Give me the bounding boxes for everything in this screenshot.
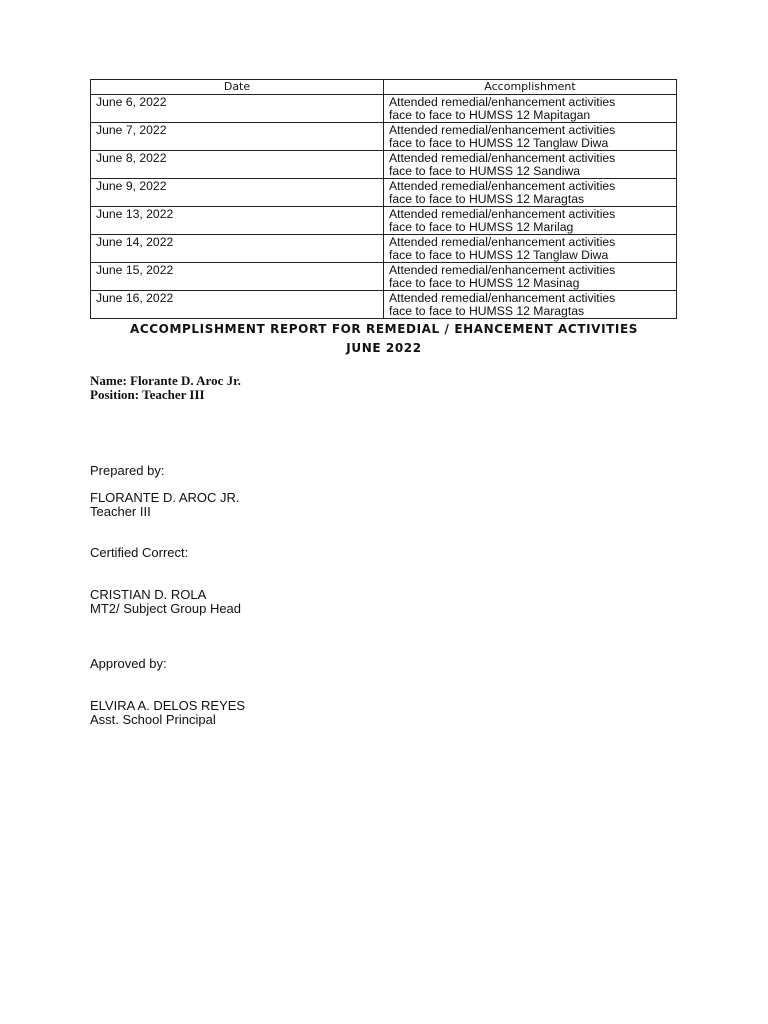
approved-by-name: ELVIRA A. DELOS REYES	[90, 698, 246, 713]
row-accomplishment	[384, 263, 677, 291]
accomplishment-line-2: face to face to HUMSS 12 Sandiwa	[389, 164, 581, 178]
table-row	[91, 263, 677, 291]
accomplishment-table	[90, 79, 677, 319]
table-row	[91, 235, 677, 263]
row-date: June 14, 2022	[91, 235, 384, 263]
accomplishment-line-1: Attended remedial/enhancement activities	[389, 95, 616, 109]
row-date: June 6, 2022	[91, 95, 384, 123]
table-row	[91, 123, 677, 151]
table-row	[91, 291, 677, 319]
row-accomplishment	[384, 235, 677, 263]
certified-by-title: MT2/ Subject Group Head	[90, 601, 242, 616]
accomplishment-line-1: Attended remedial/enhancement activities	[389, 123, 616, 137]
report-subtitle: JUNE 2022	[346, 341, 422, 355]
table-header-row	[91, 80, 677, 95]
prepared-by-title: Teacher III	[90, 504, 151, 519]
row-date: June 15, 2022	[91, 263, 384, 291]
row-date: June 13, 2022	[91, 207, 384, 235]
report-title: ACCOMPLISHMENT REPORT FOR REMEDIAL / EHANCEMENT ACTIVITIES	[129, 322, 639, 336]
table-body	[91, 95, 677, 319]
row-accomplishment	[384, 123, 677, 151]
approved-by-label: Approved by:	[90, 656, 167, 671]
accomplishment-line-2: face to face to HUMSS 12 Maragtas	[389, 192, 585, 206]
approved-by-title: Asst. School Principal	[90, 712, 216, 727]
accomplishment-line-2: face to face to HUMSS 12 Masinag	[389, 276, 580, 290]
accomplishment-column-header: Accomplishment	[384, 80, 677, 95]
accomplishment-line-2: face to face to HUMSS 12 Maragtas	[389, 304, 585, 318]
prepared-by-name: FLORANTE D. AROC JR.	[90, 490, 240, 505]
name-line: Name: Florante D. Aroc Jr.	[90, 373, 241, 388]
accomplishment-line-1: Attended remedial/enhancement activities	[389, 179, 616, 193]
date-column-header: Date	[91, 80, 384, 95]
accomplishment-line-1: Attended remedial/enhancement activities	[389, 263, 616, 277]
certified-by-name: CRISTIAN D. ROLA	[90, 587, 207, 602]
table-row	[91, 207, 677, 235]
row-accomplishment	[384, 291, 677, 319]
row-accomplishment	[384, 207, 677, 235]
accomplishment-line-2: face to face to HUMSS 12 Tanglaw Diwa	[389, 136, 609, 150]
accomplishment-line-2: face to face to HUMSS 12 Marilag	[389, 220, 574, 234]
certified-correct-label: Certified Correct:	[90, 545, 189, 560]
row-date: June 16, 2022	[91, 291, 384, 319]
row-date: June 7, 2022	[91, 123, 384, 151]
table-row	[91, 95, 677, 123]
table-row	[91, 179, 677, 207]
accomplishment-line-2: face to face to HUMSS 12 Tanglaw Diwa	[389, 248, 609, 262]
accomplishment-line-1: Attended remedial/enhancement activities	[389, 235, 616, 249]
row-date: June 9, 2022	[91, 179, 384, 207]
row-date: June 8, 2022	[91, 151, 384, 179]
accomplishment-line-1: Attended remedial/enhancement activities	[389, 151, 616, 165]
prepared-by-label: Prepared by:	[90, 463, 165, 478]
accomplishment-line-2: face to face to HUMSS 12 Mapitagan	[389, 108, 591, 122]
accomplishment-line-1: Attended remedial/enhancement activities	[389, 207, 616, 221]
accomplishment-line-1: Attended remedial/enhancement activities	[389, 291, 616, 305]
table-row	[91, 151, 677, 179]
position-line: Position: Teacher III	[90, 387, 205, 402]
row-accomplishment	[384, 179, 677, 207]
row-accomplishment	[384, 95, 677, 123]
row-accomplishment	[384, 151, 677, 179]
